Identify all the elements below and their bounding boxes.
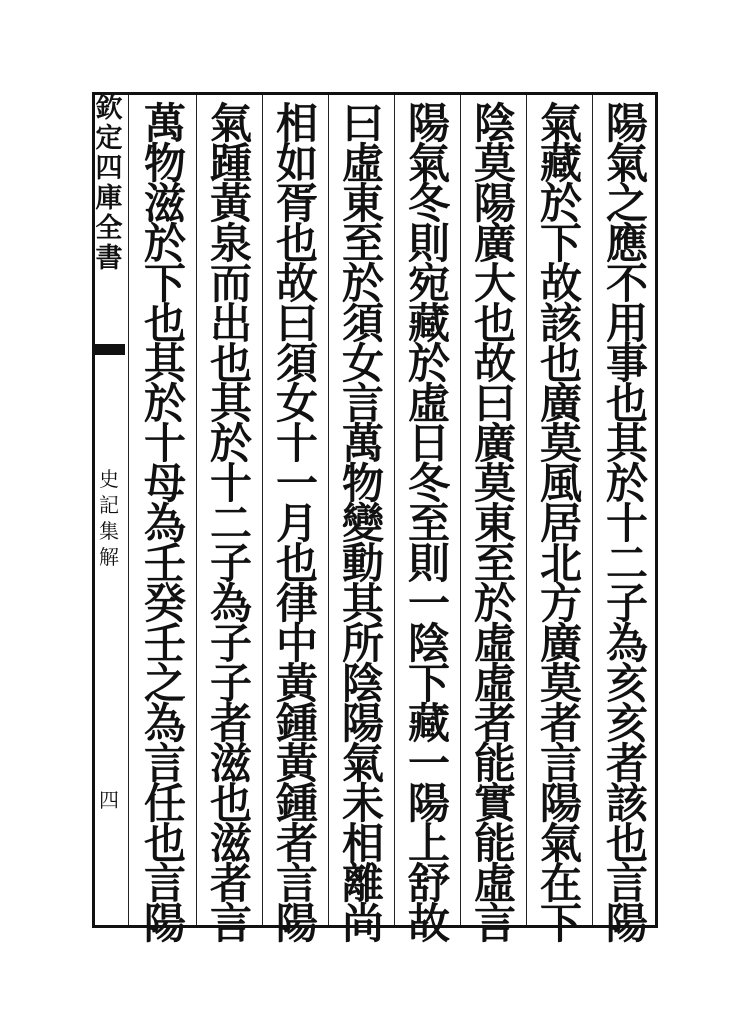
text-char: 不 xyxy=(605,259,648,308)
margin-rule xyxy=(128,95,129,925)
text-char: 言 xyxy=(143,739,186,788)
text-char: 言 xyxy=(539,739,582,788)
text-char: 氣 xyxy=(341,739,384,788)
text-char: 該 xyxy=(605,779,648,828)
text-char: 陰 xyxy=(473,99,516,148)
text-char: 為 xyxy=(143,499,186,548)
text-char: 言 xyxy=(473,899,516,948)
text-char: 物 xyxy=(341,459,384,508)
text-char: 廣 xyxy=(539,379,582,428)
text-char: 者 xyxy=(209,699,252,748)
text-char: 離 xyxy=(341,859,384,908)
column-rule xyxy=(328,95,329,925)
column-rule xyxy=(526,95,527,925)
text-char: 也 xyxy=(143,299,186,348)
text-char: 方 xyxy=(539,579,582,628)
page-number: 四 xyxy=(99,788,119,812)
text-char: 須 xyxy=(341,299,384,348)
text-char: 陰 xyxy=(407,619,450,668)
text-char: 氣 xyxy=(539,819,582,868)
text-char: 也 xyxy=(605,819,648,868)
text-char: 踵 xyxy=(209,139,252,188)
text-char: 故 xyxy=(473,339,516,388)
text-char: 氣 xyxy=(539,99,582,148)
text-char: 律 xyxy=(275,579,318,628)
text-char: 子 xyxy=(209,619,252,668)
text-char: 於 xyxy=(473,579,516,628)
column-rule xyxy=(196,95,197,925)
text-char: 大 xyxy=(473,259,516,308)
text-char: 舒 xyxy=(407,859,450,908)
text-char: 黃 xyxy=(275,659,318,708)
text-char: 動 xyxy=(341,539,384,588)
text-char: 曰 xyxy=(275,299,318,348)
text-char: 其 xyxy=(341,579,384,628)
text-char: 虛 xyxy=(473,859,516,908)
text-char: 陽 xyxy=(407,779,450,828)
text-char: 也 xyxy=(209,339,252,388)
book-title xyxy=(93,466,125,570)
text-char: 泉 xyxy=(209,219,252,268)
text-char: 藏 xyxy=(539,139,582,188)
title-char: 記 xyxy=(99,493,119,517)
text-char: 能 xyxy=(473,819,516,868)
text-char: 也 xyxy=(473,299,516,348)
text-char: 十 xyxy=(143,419,186,468)
text-char: 言 xyxy=(275,859,318,908)
text-column xyxy=(267,99,327,948)
margin-char: 定 xyxy=(95,123,123,154)
text-char: 子 xyxy=(209,539,252,588)
text-char: 黃 xyxy=(275,739,318,788)
text-char: 氣 xyxy=(605,139,648,188)
text-char: 廣 xyxy=(473,419,516,468)
text-column xyxy=(135,99,195,948)
text-column xyxy=(465,99,525,948)
text-char: 鍾 xyxy=(275,699,318,748)
text-char: 實 xyxy=(473,779,516,828)
text-char: 陰 xyxy=(341,659,384,708)
text-char: 陽 xyxy=(341,699,384,748)
text-char: 於 xyxy=(209,419,252,468)
text-char: 則 xyxy=(407,219,450,268)
text-char: 子 xyxy=(209,659,252,708)
column-rule xyxy=(460,95,461,925)
text-char: 一 xyxy=(407,739,450,788)
text-char: 莫 xyxy=(473,459,516,508)
margin-char: 四 xyxy=(95,153,123,184)
text-char: 下 xyxy=(539,899,582,948)
text-char: 至 xyxy=(407,499,450,548)
text-column xyxy=(201,99,261,948)
text-char: 廣 xyxy=(473,219,516,268)
text-column xyxy=(531,99,591,948)
text-char: 一 xyxy=(275,459,318,508)
text-char: 鍾 xyxy=(275,779,318,828)
text-char: 女 xyxy=(275,379,318,428)
text-char: 滋 xyxy=(143,179,186,228)
margin-char: 全 xyxy=(95,213,123,244)
text-char: 藏 xyxy=(407,299,450,348)
text-char: 之 xyxy=(605,179,648,228)
text-char: 二 xyxy=(605,539,648,588)
text-char: 言 xyxy=(605,859,648,908)
text-char: 所 xyxy=(341,619,384,668)
text-char: 虛 xyxy=(407,379,450,428)
text-char: 莫 xyxy=(539,659,582,708)
text-char: 該 xyxy=(539,299,582,348)
text-char: 亥 xyxy=(605,699,648,748)
text-char: 須 xyxy=(275,339,318,388)
text-char: 萬 xyxy=(341,419,384,468)
text-char: 其 xyxy=(143,339,186,388)
margin-char: 庫 xyxy=(95,183,123,214)
text-char: 十 xyxy=(605,499,648,548)
title-char: 解 xyxy=(99,545,119,569)
text-char: 也 xyxy=(275,219,318,268)
text-char: 一 xyxy=(407,579,450,628)
text-char: 滋 xyxy=(209,739,252,788)
text-char: 女 xyxy=(341,339,384,388)
text-char: 陽 xyxy=(407,99,450,148)
column-rule xyxy=(592,95,593,925)
text-char: 言 xyxy=(209,899,252,948)
text-char: 未 xyxy=(341,779,384,828)
text-char: 亥 xyxy=(605,659,648,708)
text-char: 藏 xyxy=(407,699,450,748)
text-column xyxy=(399,99,459,948)
text-char: 者 xyxy=(275,819,318,868)
text-char: 陽 xyxy=(275,899,318,948)
text-char: 莫 xyxy=(473,139,516,188)
text-char: 於 xyxy=(143,219,186,268)
text-char: 者 xyxy=(539,699,582,748)
text-char: 也 xyxy=(605,379,648,428)
text-char: 應 xyxy=(605,219,648,268)
text-char: 變 xyxy=(341,499,384,548)
text-char: 相 xyxy=(341,819,384,868)
text-char: 癸 xyxy=(143,579,186,628)
text-char: 氣 xyxy=(209,99,252,148)
text-char: 為 xyxy=(209,579,252,628)
text-char: 十 xyxy=(209,459,252,508)
text-char: 也 xyxy=(275,539,318,588)
title-char: 集 xyxy=(99,519,119,543)
text-char: 至 xyxy=(341,219,384,268)
text-char: 冬 xyxy=(407,459,450,508)
text-char: 中 xyxy=(275,619,318,668)
text-char: 在 xyxy=(539,859,582,908)
text-char: 於 xyxy=(605,459,648,508)
column-rule xyxy=(394,95,395,925)
text-char: 子 xyxy=(605,579,648,628)
text-char: 任 xyxy=(143,779,186,828)
text-char: 廣 xyxy=(539,619,582,668)
text-char: 母 xyxy=(143,459,186,508)
text-char: 虛 xyxy=(341,139,384,188)
text-char: 下 xyxy=(143,259,186,308)
text-char: 壬 xyxy=(143,539,186,588)
text-char: 者 xyxy=(209,859,252,908)
text-char: 東 xyxy=(473,499,516,548)
text-char: 下 xyxy=(407,659,450,708)
text-char: 陽 xyxy=(143,899,186,948)
text-char: 故 xyxy=(539,259,582,308)
text-char: 其 xyxy=(605,419,648,468)
text-char: 宛 xyxy=(407,259,450,308)
text-char: 壬 xyxy=(143,619,186,668)
text-char: 故 xyxy=(275,259,318,308)
text-column xyxy=(333,99,393,948)
text-char: 虛 xyxy=(473,619,516,668)
text-char: 氣 xyxy=(407,139,450,188)
text-char: 能 xyxy=(473,739,516,788)
column-rule xyxy=(262,95,263,925)
text-char: 日 xyxy=(407,419,450,468)
text-char: 十 xyxy=(275,419,318,468)
title-char: 史 xyxy=(99,467,119,491)
text-char: 也 xyxy=(539,339,582,388)
text-char: 月 xyxy=(275,499,318,548)
text-char: 者 xyxy=(473,699,516,748)
text-char: 為 xyxy=(143,699,186,748)
margin-char: 欽 xyxy=(95,93,123,124)
text-char: 則 xyxy=(407,539,450,588)
text-char: 陽 xyxy=(473,179,516,228)
text-char: 冬 xyxy=(407,179,450,228)
text-char: 者 xyxy=(605,739,648,788)
text-char: 相 xyxy=(275,99,318,148)
text-char: 而 xyxy=(209,259,252,308)
text-char: 陽 xyxy=(539,779,582,828)
text-char: 物 xyxy=(143,139,186,188)
text-column xyxy=(597,99,657,948)
text-char: 於 xyxy=(341,259,384,308)
margin-char: 書 xyxy=(95,243,123,274)
text-char: 言 xyxy=(143,859,186,908)
text-char: 尚 xyxy=(341,899,384,948)
text-char: 至 xyxy=(473,539,516,588)
text-char: 故 xyxy=(407,899,450,948)
text-char: 於 xyxy=(407,339,450,388)
text-char: 胥 xyxy=(275,179,318,228)
text-char: 用 xyxy=(605,299,648,348)
text-char: 其 xyxy=(209,379,252,428)
text-char: 陽 xyxy=(605,99,648,148)
text-char: 滋 xyxy=(209,819,252,868)
fishtail-mark xyxy=(93,344,125,355)
text-char: 下 xyxy=(539,219,582,268)
text-char: 事 xyxy=(605,339,648,388)
text-char: 二 xyxy=(209,499,252,548)
fore-edge-margin xyxy=(93,94,125,926)
text-char: 為 xyxy=(605,619,648,668)
text-char: 上 xyxy=(407,819,450,868)
text-char: 莫 xyxy=(539,419,582,468)
text-char: 出 xyxy=(209,299,252,348)
text-char: 風 xyxy=(539,459,582,508)
text-char: 於 xyxy=(143,379,186,428)
text-char: 北 xyxy=(539,539,582,588)
text-char: 虛 xyxy=(473,659,516,708)
collection-title xyxy=(93,94,125,274)
text-char: 曰 xyxy=(473,379,516,428)
text-char: 如 xyxy=(275,139,318,188)
text-char: 之 xyxy=(143,659,186,708)
text-char: 言 xyxy=(341,379,384,428)
text-char: 於 xyxy=(539,179,582,228)
text-char: 也 xyxy=(209,779,252,828)
text-char: 黃 xyxy=(209,179,252,228)
text-char: 曰 xyxy=(341,99,384,148)
text-char: 也 xyxy=(143,819,186,868)
text-char: 居 xyxy=(539,499,582,548)
text-char: 陽 xyxy=(605,899,648,948)
text-char: 東 xyxy=(341,179,384,228)
text-char: 萬 xyxy=(143,99,186,148)
